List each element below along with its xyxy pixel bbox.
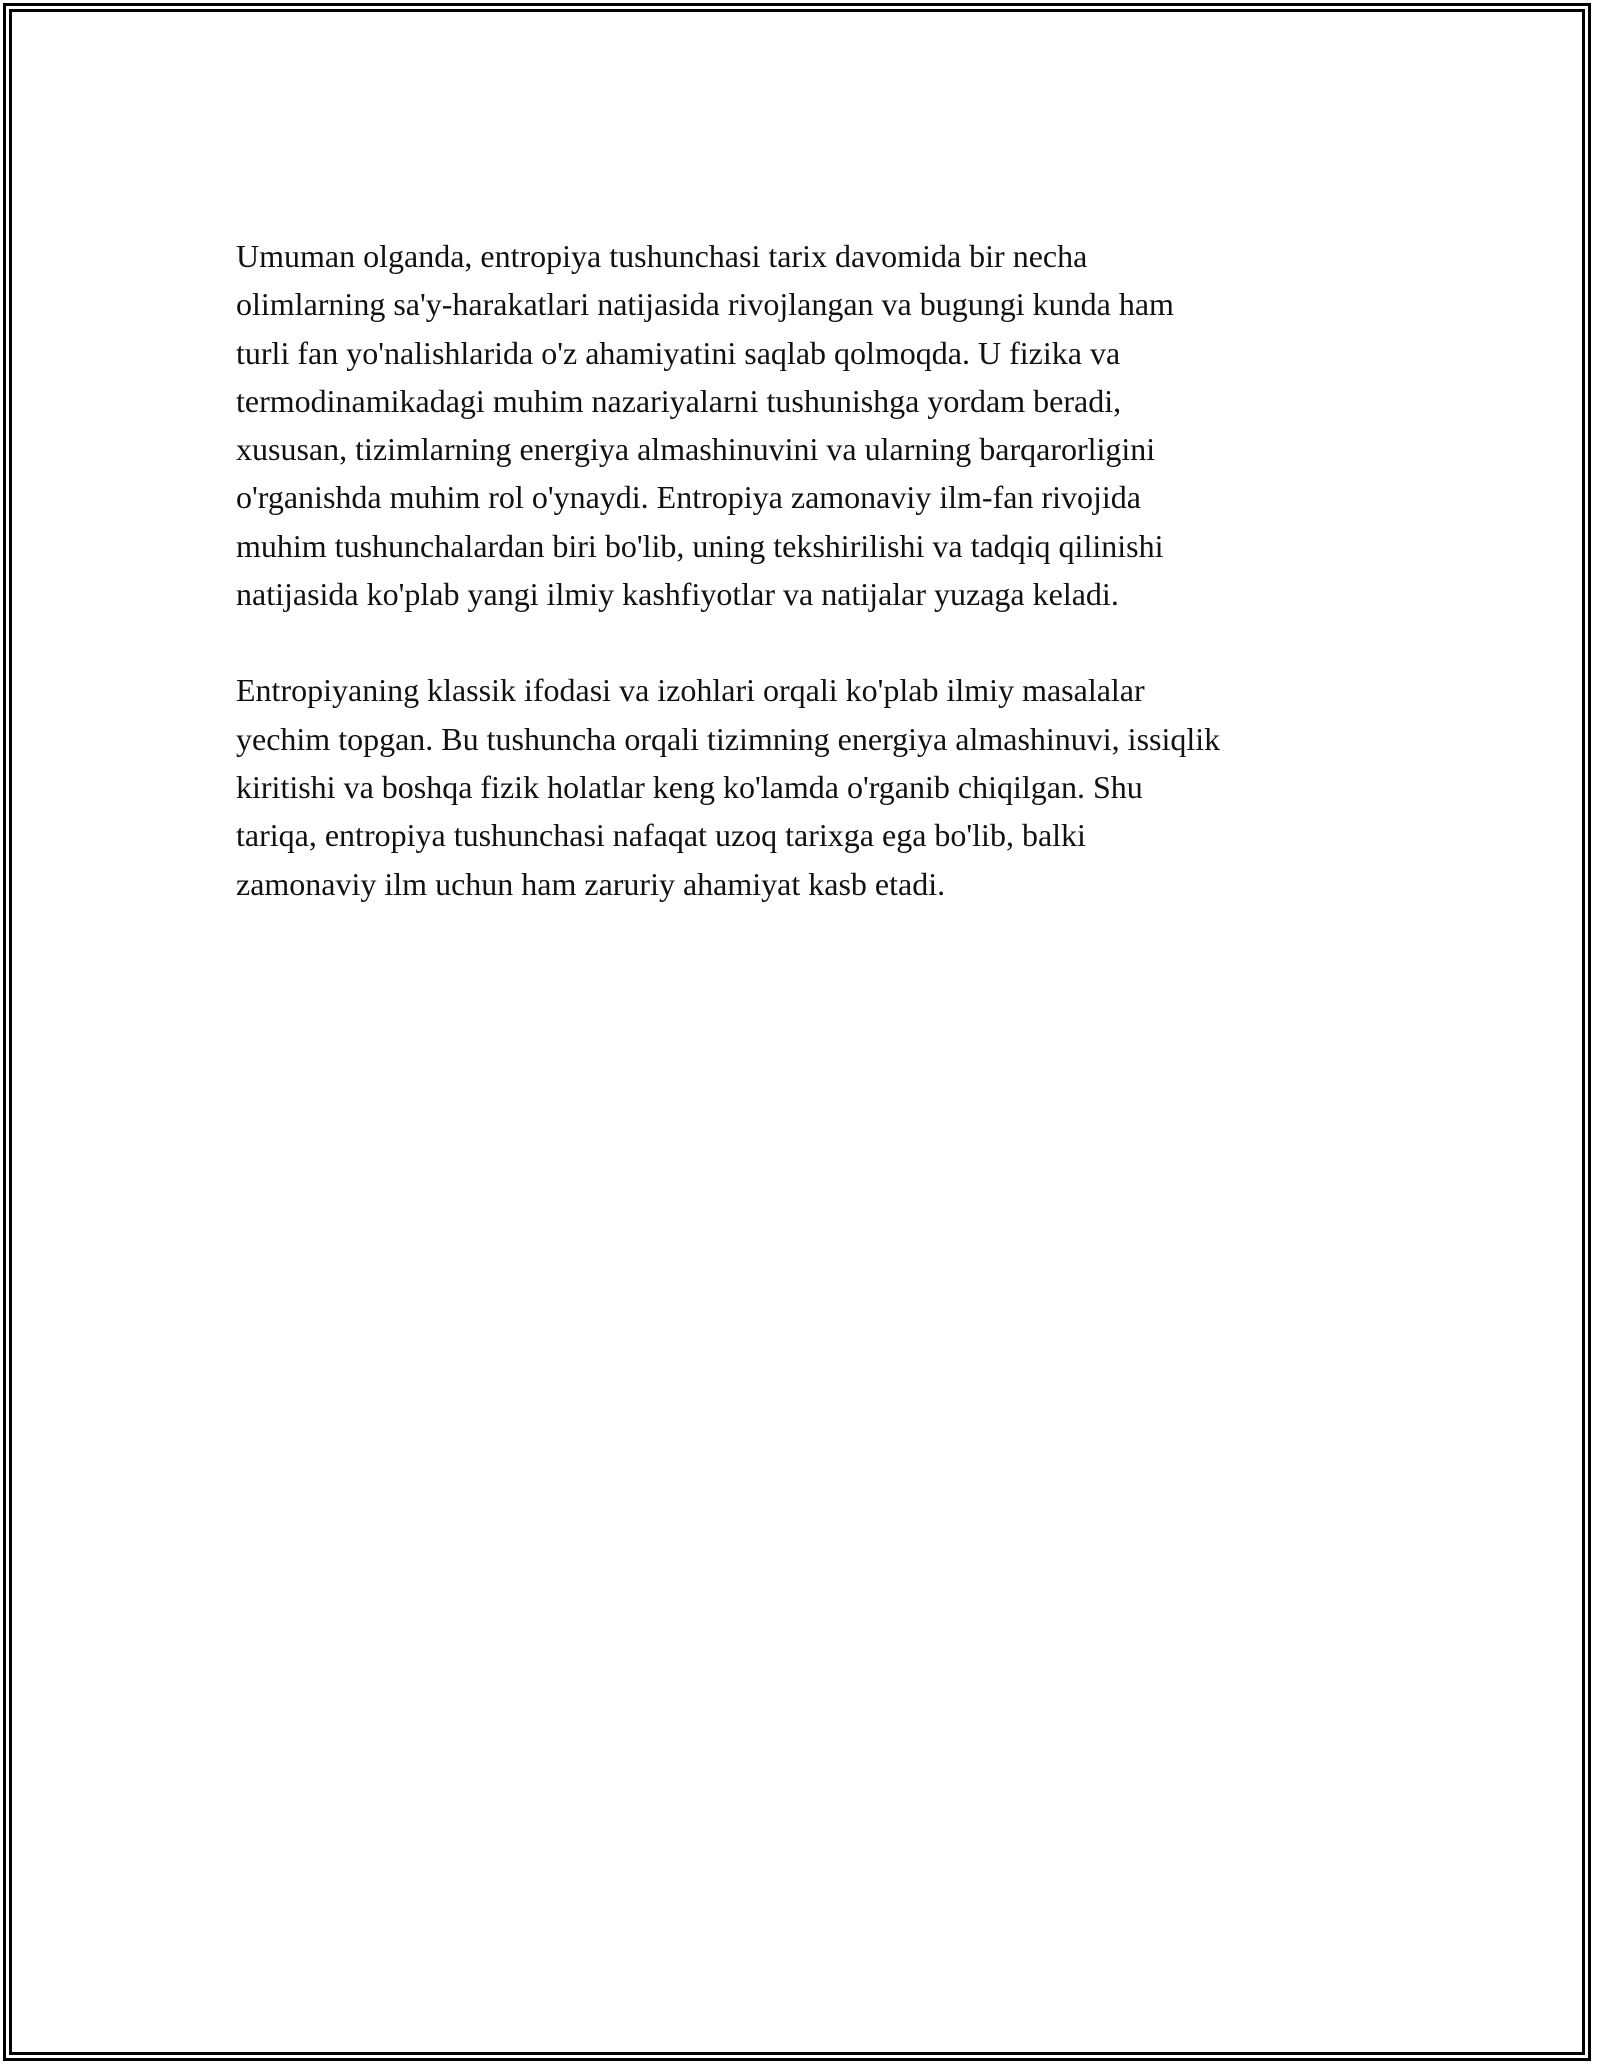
paragraph-line: termodinamikadagi muhim nazariyalarni tushunishga yordam beradi,	[236, 382, 1122, 419]
paragraph-line: muhim tushunchalardan biri bo'lib, uning tekshirilishi va tadqiq qilinishi	[236, 527, 1164, 564]
paragraph-line: o'rganishda muhim rol o'ynaydi. Entropiya zamonaviy ilm-fan rivojida	[236, 479, 1141, 516]
paragraph-2	[236, 666, 1376, 907]
paragraph-line: yechim topgan. Bu tushuncha orqali tizimning energiya almashinuvi, issiqlik	[236, 720, 1221, 757]
document-body	[236, 232, 1376, 956]
paragraph-line: olimlarning sa'y-harakatlari natijasida rivojlangan va bugungi kunda ham	[236, 286, 1174, 323]
paragraph-1	[236, 232, 1376, 618]
paragraph-line: Entropiyaning klassik ifodasi va izohlari orqali ko'plab ilmiy masalalar	[236, 672, 1145, 709]
paragraph-line: turli fan yo'nalishlarida o'z ahamiyatini saqlab qolmoqda. U fizika va	[236, 334, 1121, 371]
paragraph-line: tariqa, entropiya tushunchasi nafaqat uzoq tarixga ega bo'lib, balki	[236, 817, 1086, 854]
paragraph-line: Umuman olganda, entropiya tushunchasi tarix davomida bir necha	[236, 238, 1088, 274]
paragraph-line: kiritishi va boshqa fizik holatlar keng ko'lamda o'rganib chiqilgan. Shu	[236, 768, 1143, 805]
paragraph-line: zamonaviy ilm uchun ham zaruriy ahamiyat kasb etadi.	[236, 865, 946, 902]
paragraph-line: xususan, tizimlarning energiya almashinuvini va ularning barqarorligini	[236, 431, 1156, 468]
paragraph-line: natijasida ko'plab yangi ilmiy kashfiyotlar va natijalar yuzaga keladi.	[236, 576, 1119, 613]
